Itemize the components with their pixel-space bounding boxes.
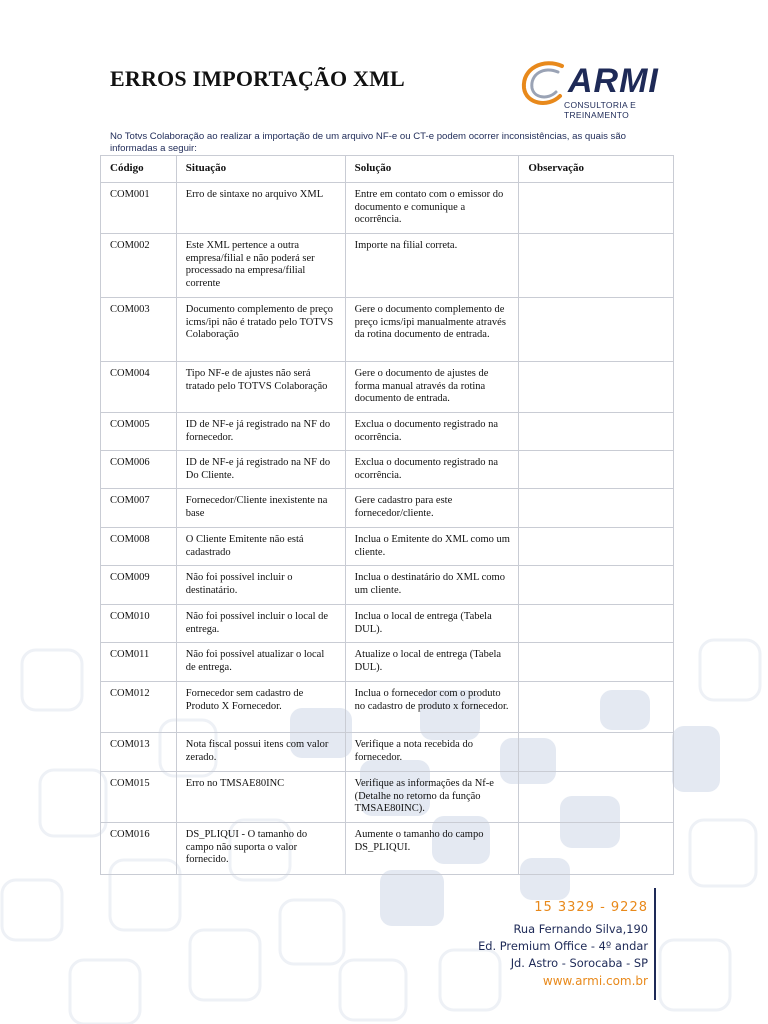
cell-code: COM007 — [101, 489, 177, 528]
table-row — [101, 643, 674, 682]
cell-observation — [519, 643, 674, 682]
header-solucao: Solução — [345, 156, 519, 183]
page-title: ERROS IMPORTAÇÃO XML — [110, 66, 405, 91]
cell-solution: Inclua o Emitente do XML como um cliente. — [345, 528, 519, 566]
header-situacao: Situação — [176, 156, 345, 183]
cell-observation — [519, 605, 674, 643]
cell-observation — [519, 823, 674, 875]
cell-code: COM008 — [101, 528, 177, 566]
cell-situation: Documento complemento de preço icms/ipi não é tratado pelo TOTVS Colaboração — [176, 298, 345, 362]
armi-logo — [518, 56, 688, 120]
cell-code: COM010 — [101, 605, 177, 643]
cell-code: COM004 — [101, 362, 177, 413]
cell-code: COM013 — [101, 733, 177, 772]
footer-address-line: Jd. Astro - Sorocaba - SP — [510, 956, 648, 970]
logo-subtitle: CONSULTORIA E TREINAMENTO — [564, 100, 637, 120]
cell-solution: Exclua o documento registrado na ocorrência. — [345, 413, 519, 451]
intro-text: No Totvs Colaboração ao realizar a importação de um arquivo NF-e ou CT-e podem ocorrer inconsistências, as quais são informadas a seguir: — [110, 131, 627, 154]
cell-solution: Verifique a nota recebida do fornecedor. — [345, 733, 519, 772]
cell-code: COM001 — [101, 183, 177, 234]
cell-observation — [519, 451, 674, 489]
cell-situation: Não foi possível atualizar o local de entrega. — [176, 643, 345, 682]
cell-situation: Erro no TMSAE80INC — [176, 772, 345, 823]
table-row — [101, 362, 674, 413]
table-header-row — [101, 156, 674, 183]
cell-situation: Este XML pertence a outra empresa/filial e não poderá ser processado na empresa/filial corrente — [176, 234, 345, 298]
cell-situation: O Cliente Emitente não está cadastrado — [176, 528, 345, 566]
footer-contact — [440, 900, 648, 990]
cell-solution: Entre em contato com o emissor do documento e comunique a ocorrência. — [345, 183, 519, 234]
table-row — [101, 528, 674, 566]
table-row — [101, 489, 674, 528]
cell-situation: Tipo NF-e de ajustes não será tratado pelo TOTVS Colaboração — [176, 362, 345, 413]
cell-observation — [519, 733, 674, 772]
footer-address-line: Rua Fernando Silva,190 — [513, 922, 648, 936]
cell-situation: Erro de sintaxe no arquivo XML — [176, 183, 345, 234]
cell-solution: Inclua o fornecedor com o produto no cadastro de produto x fornecedor. — [345, 682, 519, 733]
cell-situation: DS_PLIQUI - O tamanho do campo não suporta o valor fornecido. — [176, 823, 345, 875]
footer-divider — [654, 888, 656, 1000]
cell-situation: Nota fiscal possui itens com valor zerado. — [176, 733, 345, 772]
cell-solution: Inclua o destinatário do XML como um cliente. — [345, 566, 519, 605]
cell-situation: ID de NF-e já registrado na NF do Do Cliente. — [176, 451, 345, 489]
cell-solution: Exclua o documento registrado na ocorrência. — [345, 451, 519, 489]
cell-situation: Fornecedor/Cliente inexistente na base — [176, 489, 345, 528]
cell-code: COM009 — [101, 566, 177, 605]
cell-solution: Gere o documento de ajustes de forma manual através da rotina documento de entrada. — [345, 362, 519, 413]
cell-code: COM015 — [101, 772, 177, 823]
cell-observation — [519, 566, 674, 605]
cell-code: COM005 — [101, 413, 177, 451]
cell-solution: Importe na filial correta. — [345, 234, 519, 298]
table-row — [101, 682, 674, 733]
cell-observation — [519, 413, 674, 451]
cell-observation — [519, 682, 674, 733]
cell-code: COM006 — [101, 451, 177, 489]
table-row — [101, 234, 674, 298]
errors-table — [100, 155, 674, 875]
table-row — [101, 566, 674, 605]
footer-website-link[interactable]: www.armi.com.br — [542, 974, 648, 988]
cell-situation: Fornecedor sem cadastro de Produto X Fornecedor. — [176, 682, 345, 733]
cell-observation — [519, 298, 674, 362]
table-row — [101, 605, 674, 643]
table-row — [101, 733, 674, 772]
cell-code: COM003 — [101, 298, 177, 362]
table-row — [101, 772, 674, 823]
header-observacao: Observação — [519, 156, 674, 183]
cell-situation: Não foi possível incluir o local de entrega. — [176, 605, 345, 643]
cell-code: COM012 — [101, 682, 177, 733]
cell-solution: Gere cadastro para este fornecedor/cliente. — [345, 489, 519, 528]
cell-code: COM002 — [101, 234, 177, 298]
cell-situation: Não foi possível incluir o destinatário. — [176, 566, 345, 605]
cell-observation — [519, 183, 674, 234]
cell-observation — [519, 489, 674, 528]
header-codigo: Código — [101, 156, 177, 183]
cell-solution: Atualize o local de entrega (Tabela DUL). — [345, 643, 519, 682]
cell-code: COM016 — [101, 823, 177, 875]
table-row — [101, 413, 674, 451]
table-row — [101, 451, 674, 489]
cell-observation — [519, 362, 674, 413]
cell-situation: ID de NF-e já registrado na NF do fornecedor. — [176, 413, 345, 451]
cell-observation — [519, 234, 674, 298]
footer-phone: 15 3329 - 9228 — [534, 900, 648, 915]
cell-solution: Gere o documento complemento de preço icms/ipi manualmente através da rotina documento de entrada. — [345, 298, 519, 362]
table-row — [101, 183, 674, 234]
cell-solution: Inclua o local de entrega (Tabela DUL). — [345, 605, 519, 643]
cell-observation — [519, 772, 674, 823]
cell-solution: Verifique as informações da Nf-e (Detalhe no retorno da função TMSAE80INC). — [345, 772, 519, 823]
footer-address-line: Ed. Premium Office - 4º andar — [478, 939, 648, 953]
table-row — [101, 823, 674, 875]
logo-wordmark: ARMI — [568, 62, 659, 100]
cell-solution: Aumente o tamanho do campo DS_PLIQUI. — [345, 823, 519, 875]
cell-observation — [519, 528, 674, 566]
cell-code: COM011 — [101, 643, 177, 682]
table-row — [101, 298, 674, 362]
